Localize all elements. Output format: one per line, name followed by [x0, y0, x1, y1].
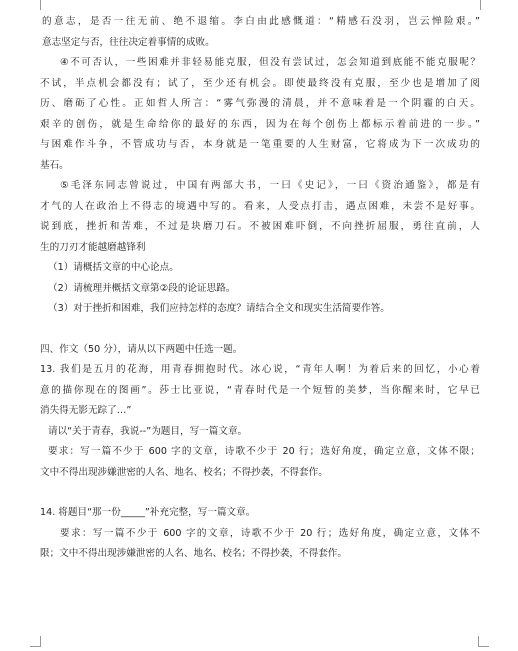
text-line: 说到底，挫折和苦难，不过是块磨刀石。不被困难吓倒，不向挫折屈服，勇往直前，人	[40, 221, 480, 232]
passage-paragraph-4	[40, 53, 480, 176]
text-line: ④不可否认，一些困难并非轻易能克服，但没有尝试过，怎会知道到底能不能克服呢？	[60, 57, 480, 68]
question-1: （1）请概括文章的中心论点。	[48, 262, 179, 273]
text-line: 基石。	[40, 159, 69, 171]
text-line: 意志坚定与否，往往决定着事情的成败。	[42, 36, 215, 48]
crop-mark-top-left	[30, 0, 41, 10]
question-14	[40, 503, 480, 565]
question-2: （2）请梳理并概括文章第②段的论证思路。	[48, 282, 236, 294]
section-heading: 四、作文（50 分），请从以下两题中任选一题。	[40, 343, 243, 355]
question-13-requirement-cont: 文中不得出现涉嫌泄密的人名、地名、校名；不得抄袭，不得套作。	[40, 466, 328, 478]
question-14-requirement: 要求：写一篇不少于 600 字的文章，诗歌不少于 20 行；选好角度，确定立意，文体不	[60, 527, 480, 539]
crop-mark-bottom-right	[478, 636, 489, 647]
text-line: 艰辛的创伤，就是生命给你的最好的东西，因为在每个创伤上都标示着前进的一步。”	[40, 118, 480, 130]
question-13-prompt: 请以“关于青春，我说--”为题目，写一篇文章。	[48, 425, 248, 437]
text-line: 生的刀刃才能越磨越锋利	[40, 241, 146, 253]
document-page	[40, 12, 480, 565]
text-line: 才气的人在政治上不得志的境遇中写的。看来，人受点打击，遇点困难，未尝不是好事。	[40, 200, 480, 212]
text-line: 消失得无影无踪了…”	[40, 405, 132, 416]
question-list	[40, 258, 480, 320]
text-line: 不试，半点机会都没有；试了，至少还有机会。即使最终没有克服，至少也是增加了阅	[40, 77, 480, 89]
question-14-requirement-cont: 限；文中不得出现涉嫌泄密的人名、地名、校名；不得抄袭，不得套作。	[40, 548, 347, 559]
crop-mark-bottom-left	[30, 636, 41, 647]
question-13	[40, 360, 480, 483]
text-line: 意的描你现在的图画”。莎士比亚说，“青春时代是一个短暂的美梦，当你醒来时，它早已	[40, 384, 480, 396]
text-line: 13. 我们是五月的花海，用青春拥抱时代。冰心说，“青年人啊！为着后来的回忆，小心着	[40, 364, 480, 375]
passage-paragraph-3	[40, 12, 480, 53]
question-13-requirement: 要求：写一篇不少于 600 字的文章，诗歌不少于 20 行；选好角度，确定立意，文体不限；	[48, 446, 480, 457]
text-line: 与困难作斗争，不管成功与否，本身就是一笔重要的人生财富，它将成为下一次成功的	[40, 139, 480, 150]
text-line: ⑤毛泽东同志曾说过，中国有两部大书，一曰《史记》，一曰《资治通鉴》，都是有	[60, 180, 480, 191]
text-line: 历、磨砺了心性。正如哲人所言：“雾气弥漫的清晨，并不意味着是一个阴霾的白天。	[40, 98, 480, 109]
crop-mark-top-right	[480, 0, 491, 10]
passage-paragraph-5	[40, 176, 480, 258]
question-14-prompt: 14. 将题目“那一份_____”补充完整，写一篇文章。	[40, 507, 256, 518]
question-3: （3）对于挫折和困难，我们应持怎样的态度？请结合全文和现实生活简要作答。	[48, 303, 390, 314]
text-line: 的意志，是否一往无前、绝不退缩。李白由此感慨道：“精感石没羽，岂云惮险艰。”	[42, 16, 480, 27]
